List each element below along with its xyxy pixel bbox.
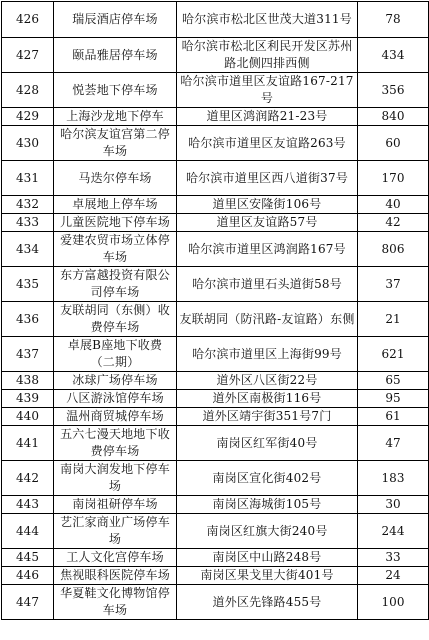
row-number-cell: 426 [2,2,54,38]
address-cell: 道里区鸿润路21-23号 [177,108,358,126]
parking-name-cell: 瑞辰酒店停车场 [54,2,177,38]
row-number-cell: 429 [2,108,54,126]
row-number-cell: 432 [2,196,54,214]
space-count-cell: 100 [358,585,429,620]
table-row [2,549,429,567]
table-row [2,38,429,73]
space-count-cell: 21 [358,302,429,337]
space-count-cell: 40 [358,196,429,214]
parking-name-cell: 焦视眼科医院停车场 [54,567,177,585]
table-row [2,214,429,232]
space-count-cell: 42 [358,214,429,232]
parking-name-cell: 儿童医院地下停车场 [54,214,177,232]
row-number-cell: 436 [2,302,54,337]
address-cell: 道外区先锋路455号 [177,585,358,620]
address-cell: 道里区友谊路57号 [177,214,358,232]
parking-name-cell: 温州商贸城停车场 [54,408,177,426]
space-count-cell: 183 [358,461,429,496]
space-count-cell: 840 [358,108,429,126]
parking-name-cell: 八区游泳馆停车场 [54,390,177,408]
address-cell: 南岗区红军街40号 [177,426,358,461]
parking-name-cell: 卓展B座地下收费（二期） [54,337,177,372]
table-row [2,390,429,408]
row-number-cell: 430 [2,126,54,161]
address-cell: 哈尔滨市道里区鸿润路167号 [177,232,358,267]
parking-name-cell: 哈尔滨友谊宫第二停车场 [54,126,177,161]
row-number-cell: 431 [2,161,54,196]
space-count-cell: 170 [358,161,429,196]
parking-name-cell: 冰球广场停车场 [54,372,177,390]
table-row [2,108,429,126]
address-cell: 哈尔滨市道里石头道街58号 [177,267,358,302]
space-count-cell: 24 [358,567,429,585]
parking-name-cell: 东方富越投资有限公司停车场 [54,267,177,302]
space-count-cell: 434 [358,38,429,73]
table-row [2,426,429,461]
table-row [2,161,429,196]
space-count-cell: 244 [358,514,429,549]
space-count-cell: 65 [358,372,429,390]
table-row [2,461,429,496]
address-cell: 道外区靖宇街351号7门 [177,408,358,426]
address-cell: 哈尔滨市松北区世茂大道311号 [177,2,358,38]
table-row [2,408,429,426]
space-count-cell: 95 [358,390,429,408]
parking-name-cell: 颐品雅居停车场 [54,38,177,73]
table-body [2,2,429,620]
address-cell: 南岗区中山路248号 [177,549,358,567]
space-count-cell: 37 [358,267,429,302]
space-count-cell: 806 [358,232,429,267]
row-number-cell: 438 [2,372,54,390]
space-count-cell: 47 [358,426,429,461]
address-cell: 道外区八区街22号 [177,372,358,390]
space-count-cell: 78 [358,2,429,38]
address-cell: 哈尔滨市道里区西八道街37号 [177,161,358,196]
table-row [2,196,429,214]
space-count-cell: 621 [358,337,429,372]
address-cell: 南岗区海城街105号 [177,496,358,514]
table-row [2,232,429,267]
table-row [2,496,429,514]
row-number-cell: 441 [2,426,54,461]
row-number-cell: 440 [2,408,54,426]
space-count-cell: 30 [358,496,429,514]
parking-name-cell: 上海沙龙地下停车 [54,108,177,126]
parking-lot-table [1,1,429,620]
address-cell: 哈尔滨市道里区友谊路263号 [177,126,358,161]
parking-name-cell: 艺汇家商业广场停车场 [54,514,177,549]
space-count-cell: 356 [358,73,429,108]
row-number-cell: 437 [2,337,54,372]
parking-name-cell: 南岗祖研停车场 [54,496,177,514]
row-number-cell: 442 [2,461,54,496]
parking-name-cell: 马迭尔停车场 [54,161,177,196]
parking-name-cell: 五六七漫天地地下收费停车场 [54,426,177,461]
row-number-cell: 439 [2,390,54,408]
row-number-cell: 445 [2,549,54,567]
address-cell: 哈尔滨市道里区友谊路167-217号 [177,73,358,108]
table-row [2,337,429,372]
table-row [2,514,429,549]
row-number-cell: 447 [2,585,54,620]
parking-name-cell: 华夏鞋文化博物馆停车场 [54,585,177,620]
row-number-cell: 444 [2,514,54,549]
parking-name-cell: 悦荟地下停车场 [54,73,177,108]
table-row [2,302,429,337]
row-number-cell: 443 [2,496,54,514]
address-cell: 道外区南极街116号 [177,390,358,408]
parking-name-cell: 南岗大润发地下停车场 [54,461,177,496]
row-number-cell: 434 [2,232,54,267]
parking-name-cell: 友联胡同（东侧）收费停车场 [54,302,177,337]
table-row [2,372,429,390]
row-number-cell: 435 [2,267,54,302]
table-row [2,267,429,302]
table-row [2,567,429,585]
table-row [2,2,429,38]
table-row [2,585,429,620]
address-cell: 道里区安隆街106号 [177,196,358,214]
address-cell: 哈尔滨市松北区利民开发区苏州路北侧四排西侧 [177,38,358,73]
address-cell: 友联胡同（防汛路-友谊路）东侧 [177,302,358,337]
parking-name-cell: 爱建农贸市场立体停车场 [54,232,177,267]
row-number-cell: 428 [2,73,54,108]
table-row [2,126,429,161]
table-row [2,73,429,108]
row-number-cell: 446 [2,567,54,585]
row-number-cell: 433 [2,214,54,232]
parking-name-cell: 卓展地上停车场 [54,196,177,214]
space-count-cell: 61 [358,408,429,426]
parking-name-cell: 工人文化宫停车场 [54,549,177,567]
address-cell: 南岗区果戈里大街401号 [177,567,358,585]
address-cell: 南岗区红旗大街240号 [177,514,358,549]
space-count-cell: 33 [358,549,429,567]
row-number-cell: 427 [2,38,54,73]
address-cell: 哈尔滨市道里区上海街99号 [177,337,358,372]
address-cell: 南岗区宣化街402号 [177,461,358,496]
space-count-cell: 60 [358,126,429,161]
